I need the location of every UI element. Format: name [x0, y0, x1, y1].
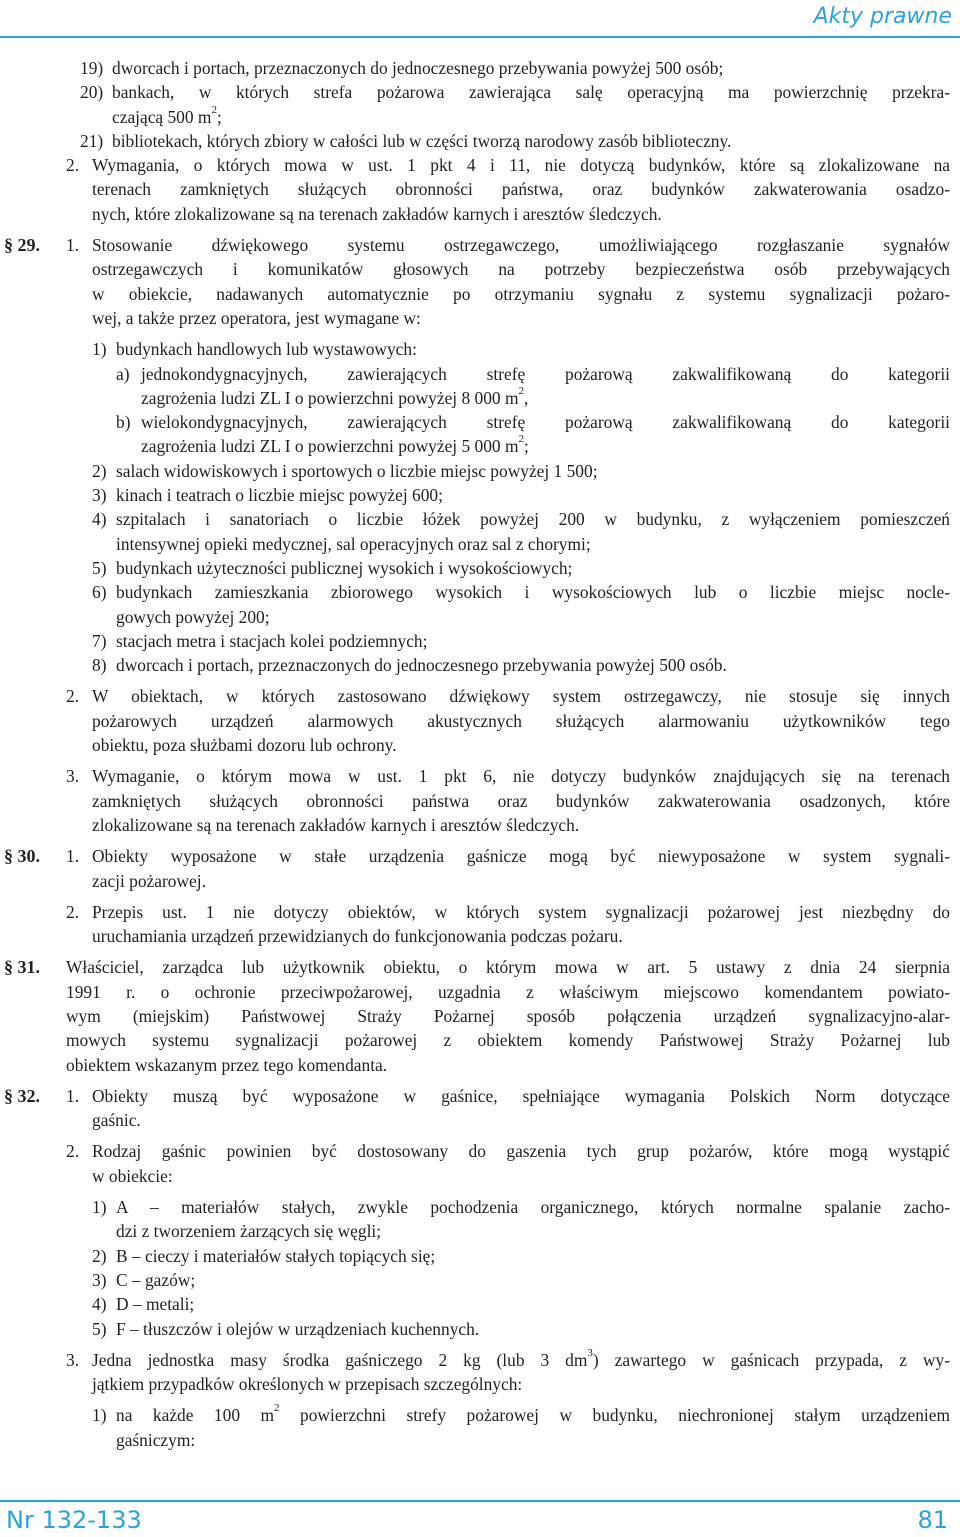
list-item: 4) szpitalach i sanatoriach o liczbie łóżek powyżej 200 w budynku, z wyłączeniem pomieszczeń	[92, 509, 950, 530]
section-31: § 31. Właściciel, zarządca lub użytkownik obiektu, o którym mowa w art. 5 ustawy z dnia 24 sierpnia	[4, 957, 950, 978]
list-item: a) jednokondygnacyjnych, zawierających strefę pożarową zakwalifikowaną do kategorii	[116, 363, 950, 384]
paragraph: 2. W obiektach, w których zastosowano dźwiękowy system ostrzegawczy, nie stosuje się innych	[66, 686, 950, 707]
document-body: 19) dworcach i portach, przeznaczonych do jednoczesnego przebywania powyżej 500 osób; 20) bankach, w których strefa pożarowa zawierająca salę operacyjną ma powierzchnię przekra- czającą 500 $m^2$; 21) bibliotekach, których zbiory w całości lub w części tworzą narodowy zasób biblioteczny. 2. Wymagania, o których mowa w ust. 1 pkt 4 i 11, nie dotyczą budynków, które są zlokalizowane na terenach zamkniętych służących obronności państwa, oraz budynków zakwaterowania osadzo- nych, które zlokalizowane są na terenach zakładów karnych i aresztów śledczych. § 29. 1. Stosowanie dźwiękowego systemu ostrzegawczego, umożliwiającego rozgłaszanie sygnałów ostrzegawczych i komunikatów głosowych na potrzeby bezpieczeństwa osób przebywających w obiekcie, nadawanych automatycznie po otrzymaniu sygnału z systemu sygnalizacji pożaro- wej, a także przez operatora, jest wymagane w: 1) budynkach handlowych lub wystawowych: a) jednokondygnacyjnych, zawierających strefę pożarową zakwalifikowaną do kategorii zagrożenia ludzi ZL I o powierzchni powyżej 8 000 $m^2$, b) wielokondygnacyjnych, zawierających strefę pożarową zakwalifikowaną do kategorii zagrożenia ludzi ZL I o powierzchni powyżej 5 000 $m^2$; 2) salach widowiskowych i sportowych o liczbie miejsc powyżej 1 500; 3) kinach i teatrach o liczbie miejsc powyżej 600; 4) szpitalach i sanatoriach o liczbie łóżek powyżej 200 w budynku, z wyłączeniem pomieszczeń intensywnej opieki medycznej, sal operacyjnych oraz sal z chorymi; 5) budynkach użyteczności publicznej wysokich i wysokościowych; 6) budynkach zamieszkania zbiorowego wysokich i wysokościowych lub o liczbie miejsc nocle- gowych powyżej 200; 7) stacjach metra i stacjach kolei podziemnych; 8) dworcach i portach, przeznaczonych do jednoczesnego przebywania powyżej 500 osób. 2. W obiektach, w których zastosowano dźwiękowy system ostrzegawczy, nie stosuje się innych pożarowych urządzeń alarmowych akustycznych służących alarmowaniu użytkowników tego obiektu, poza służbami dozoru lub ochrony. 3. Wymaganie, o którym mowa w ust. 1 pkt 6, nie dotyczy budynków znajdujących się na terenach zamkniętych służących obronności państwa oraz budynków zakwaterowania osadzonych, które zlokalizowane są na terenach zakładów karnych i aresztów śledczych. § 30. 1. Obiekty wyposażone w stałe urządzenia gaśnicze mogą być niewyposażone w system sygnali- zacji pożarowej. 2. Przepis ust. 1 nie dotyczy obiektów, w których system sygnalizacji pożarowej jest niezbędny do uruchamiania urządzeń przewidzianych do funkcjonowania podczas pożaru. § 31. Właściciel, zarządca lub użytkownik obiektu, o którym mowa w art. 5 ustawy z dnia 24 sierpnia 1991 r. o ochronie przeciwpożarowej, uzgadnia z właściwym miejscowo komendantem powiato- wym (miejskim) Państwowej Straży Pożarnej sposób połączenia urządzeń sygnalizacyjno-alar- mowych systemu sygnalizacji pożarowej z obiektem komendy Państwowej Straży Pożarnej lub obiektem wskazanym przez tego komendanta. § 32. 1. Obiekty muszą być wyposażone w gaśnice, spełniające wymagania Polskich Norm dotyczące gaśnic. 2. Rodzaj gaśnic powinien być dostosowany do gaszenia tych grup pożarów, które mogą wystąpić w obiekcie: 1) A – materiałów stałych, zwykle pochodzenia organicznego, których normalne spalanie zacho- dzi z tworzeniem żarzących się węgli; 2) B – cieczy i materiałów stałych topiących się; 3) C – gazów; 4) D – metali; 5) F – tłuszczów i olejów w urządzeniach kuchennych. 3. Jedna jednostka masy środka gaśniczego 2 kg (lub 3 $dm^3$) zawartego w gaśnicach przypada, z wy- jątkiem przypadków określonych w przepisach szczególnych: 1) na każde 100 $m^2$ powierzchni strefy pożarowej w budynku, niechronionej stałym urządzeniem gaśniczym:	[0, 56, 960, 1452]
list-item: 3) kinach i teatrach o liczbie miejsc powyżej 600;	[92, 485, 443, 506]
footer-rule	[0, 1500, 960, 1502]
list-item: 6) budynkach zamieszkania zbiorowego wysokich i wysokościowych lub o liczbie miejsc nocle-	[92, 582, 950, 603]
list-item: 21) bibliotekach, których zbiory w całości lub w części tworzą narodowy zasób biblioteczny.	[80, 130, 732, 151]
list-item: 1) na każde 100 $m^2$ powierzchni strefy pożarowej w budynku, niechronionej stałym urządzeniem	[92, 1402, 951, 1426]
section-30: § 30. 1. Obiekty wyposażone w stałe urządzenia gaśnicze mogą być niewyposażone w system sygnali-	[4, 846, 950, 867]
section-29: § 29. 1. Stosowanie dźwiękowego systemu ostrzegawczego, umożliwiającego rozgłaszanie sygnałów	[4, 235, 950, 256]
paragraph: 3. Jedna jednostka masy środka gaśniczego 2 kg (lub 3 $dm^3$) zawartego w gaśnicach przypada, z wy-	[66, 1346, 950, 1370]
section-header: Akty prawne	[813, 4, 952, 29]
page-number: 81	[917, 1506, 948, 1534]
header-rule	[0, 36, 960, 38]
list-item: 1) budynkach handlowych lub wystawowych:	[92, 339, 417, 360]
list-item: 5) budynkach użyteczności publicznej wysokich i wysokościowych;	[92, 557, 573, 578]
list-item: 20) bankach, w których strefa pożarowa zawierająca salę operacyjną ma powierzchnię przekra-	[80, 82, 950, 103]
section-32: § 32. 1. Obiekty muszą być wyposażone w gaśnice, spełniające wymagania Polskich Norm dotyczące	[4, 1085, 950, 1106]
list-item: 2) salach widowiskowych i sportowych o liczbie miejsc powyżej 1 500;	[92, 460, 598, 481]
paragraph: 2. Wymagania, o których mowa w ust. 1 pkt 4 i 11, nie dotyczą budynków, które są zlokalizowane na	[66, 155, 950, 176]
list-item: 4) D – metali;	[92, 1294, 195, 1315]
list-item: 1) A – materiałów stałych, zwykle pochodzenia organicznego, których normalne spalanie zacho-	[92, 1197, 950, 1218]
paragraph: 3. Wymaganie, o którym mowa w ust. 1 pkt 6, nie dotyczy budynków znajdujących się na terenach	[66, 766, 950, 787]
list-item: 3) C – gazów;	[92, 1269, 196, 1290]
list-item: 2) B – cieczy i materiałów stałych topiących się;	[92, 1245, 436, 1266]
list-item: b) wielokondygnacyjnych, zawierających strefę pożarową zakwalifikowaną do kategorii	[116, 412, 950, 433]
paragraph: 2. Przepis ust. 1 nie dotyczy obiektów, w których system sygnalizacji pożarowej jest niezbędny do	[66, 901, 950, 922]
list-item: 8) dworcach i portach, przeznaczonych do jednoczesnego przebywania powyżej 500 osób.	[92, 655, 727, 676]
list-item: 5) F – tłuszczów i olejów w urządzeniach kuchennych.	[92, 1318, 480, 1339]
paragraph: 2. Rodzaj gaśnic powinien być dostosowany do gaszenia tych grup pożarów, które mogą wystąpić	[66, 1141, 950, 1162]
issue-number: Nr 132-133	[6, 1506, 142, 1534]
list-item: 7) stacjach metra i stacjach kolei podziemnych;	[92, 630, 428, 651]
list-item-cont: czającą 500 $m^2$;	[112, 103, 222, 127]
list-item: 19) dworcach i portach, przeznaczonych do jednoczesnego przebywania powyżej 500 osób;	[80, 58, 724, 78]
